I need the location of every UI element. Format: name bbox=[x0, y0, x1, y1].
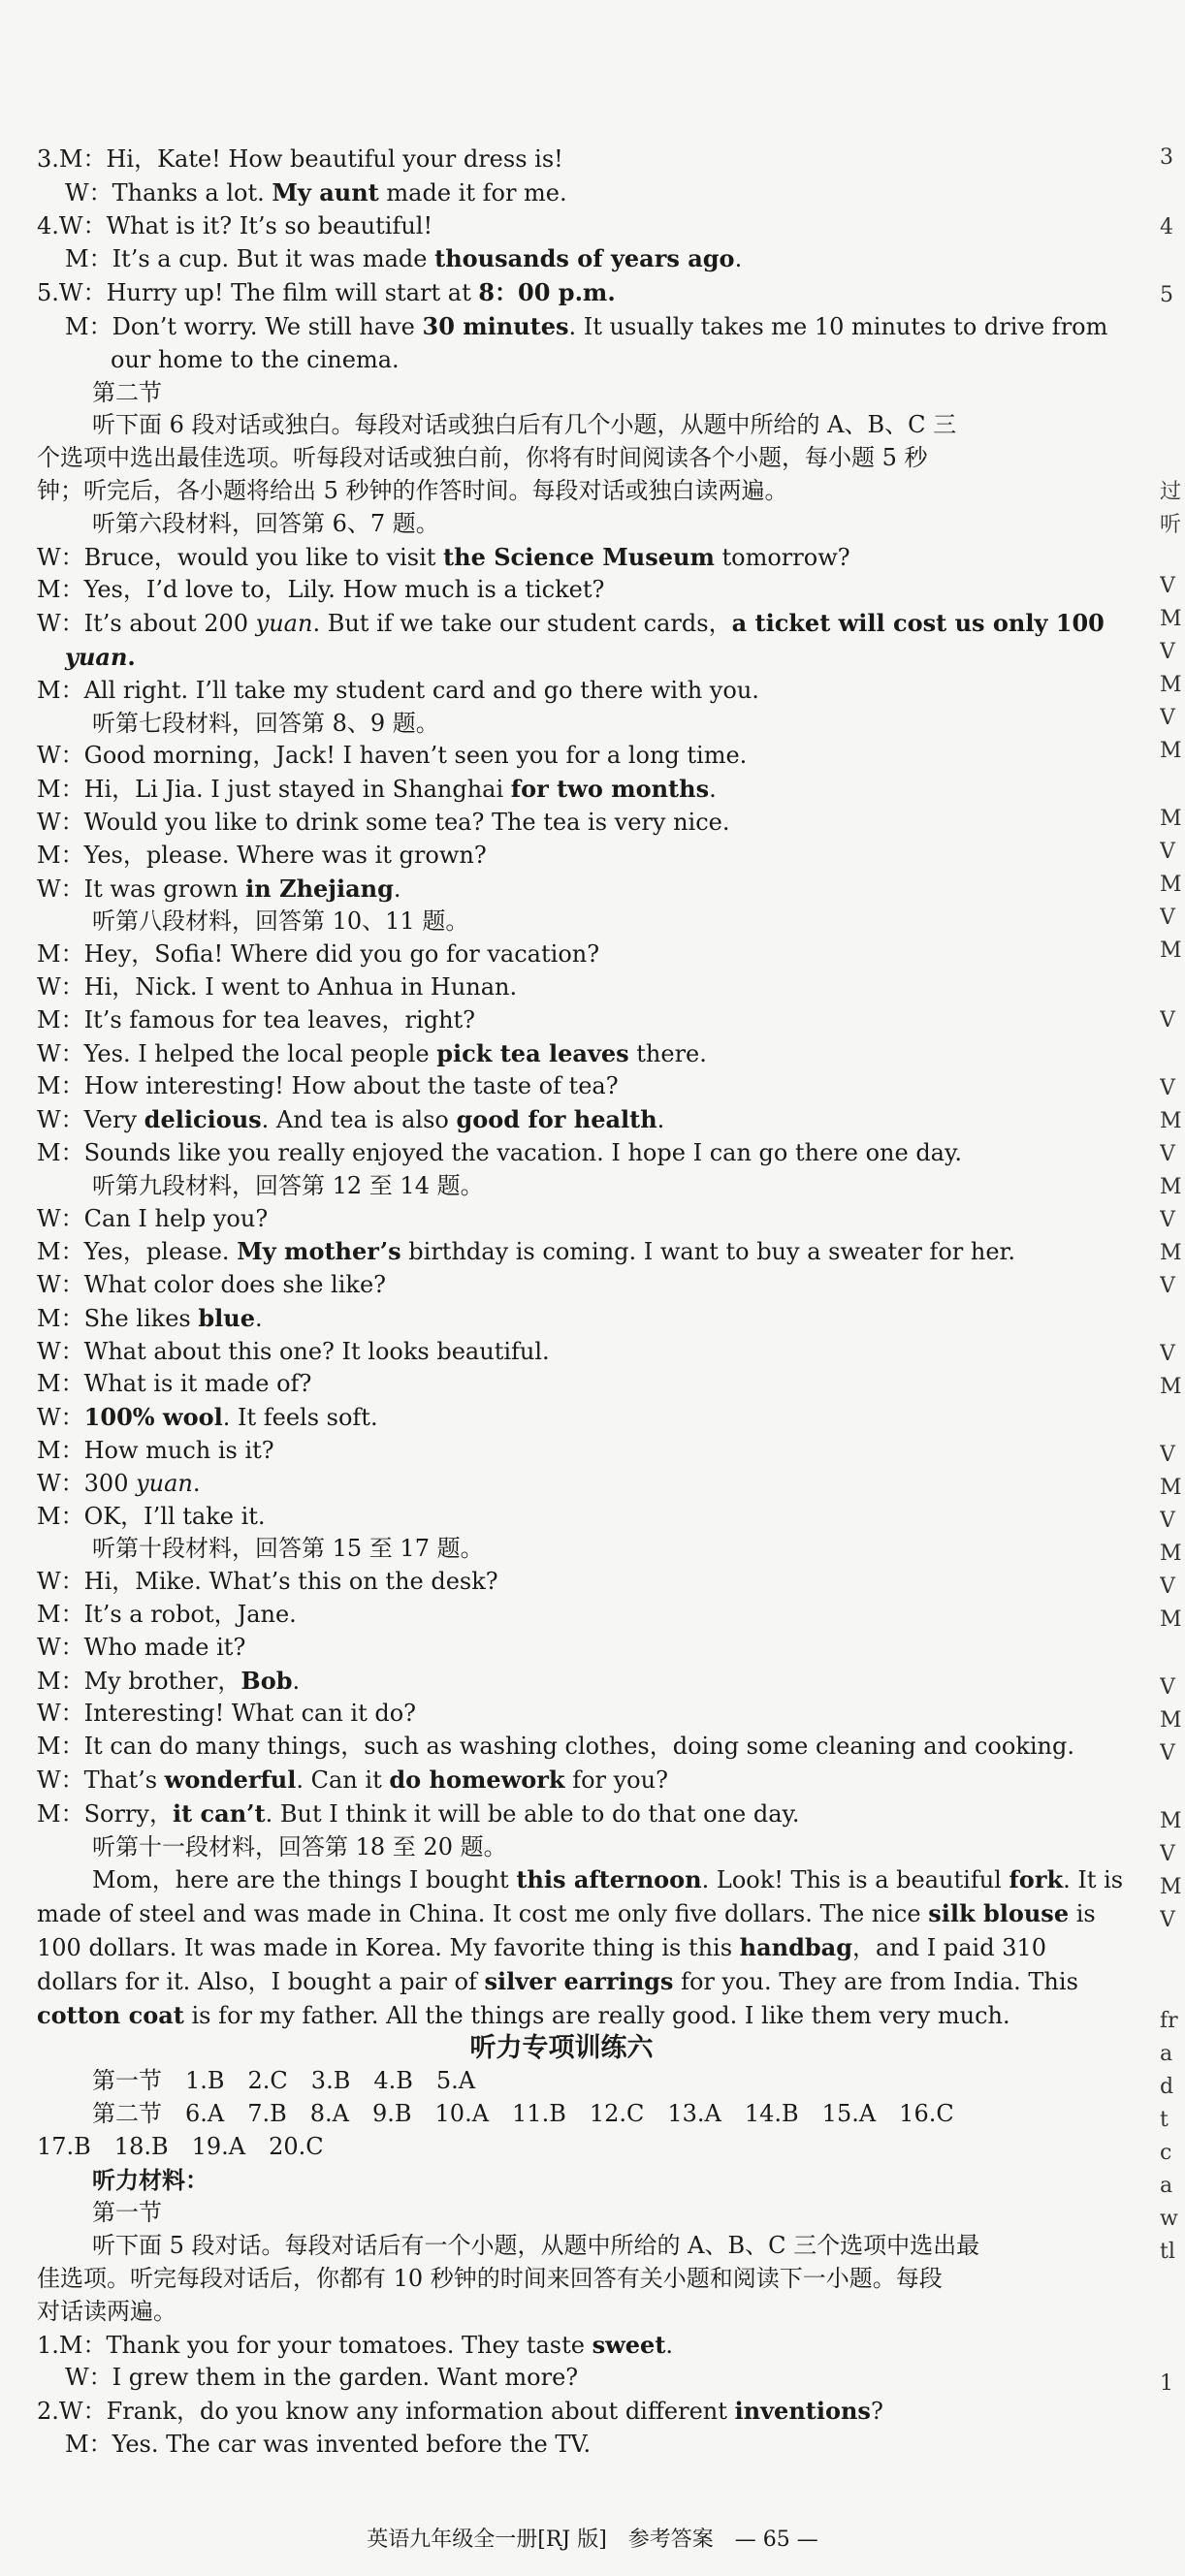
bold-answer-text: Bob bbox=[240, 1666, 293, 1695]
text-line bbox=[37, 2098, 1086, 2131]
text-segment: M：Yes，please. Where was it grown? bbox=[37, 841, 487, 869]
text-segment: M：My brother， bbox=[37, 1667, 241, 1695]
text-line bbox=[37, 1501, 1086, 1534]
text-line bbox=[37, 1070, 1086, 1103]
text-line bbox=[37, 740, 1086, 773]
text-segment: M：How interesting! How about the taste of tea? bbox=[37, 1072, 619, 1100]
bold-answer-text: in Zhejiang bbox=[245, 874, 394, 903]
text-line bbox=[37, 2296, 1086, 2329]
edge-fragment: V bbox=[1160, 640, 1175, 664]
text-line bbox=[37, 475, 1086, 508]
bold-answer-text: yuan bbox=[65, 642, 128, 671]
text-line bbox=[37, 971, 1086, 1004]
text-line bbox=[37, 1897, 1096, 1931]
text-line bbox=[37, 541, 1086, 575]
text-segment: for you? bbox=[564, 1766, 668, 1795]
text-segment: 听第六段材料，回答第 6、7 题。 bbox=[92, 509, 439, 537]
bold-answer-text: 8：00 p.m. bbox=[478, 278, 616, 307]
text-line bbox=[37, 1203, 1086, 1236]
text-segment: . It feels soft. bbox=[222, 1404, 378, 1432]
text-line bbox=[37, 1999, 1086, 2033]
text-segment: 听第九段材料，回答第 12 至 14 题。 bbox=[92, 1171, 484, 1199]
text-segment: . It is bbox=[1063, 1866, 1124, 1894]
text-segment: W：Can I help you? bbox=[37, 1204, 269, 1232]
text-line bbox=[37, 2362, 1086, 2395]
bold-answer-text: good for health bbox=[456, 1105, 657, 1134]
text-segment: W：Bruce，would you like to visit bbox=[37, 543, 444, 571]
text-line bbox=[37, 1831, 1086, 1864]
text-line bbox=[37, 773, 1086, 807]
text-line bbox=[37, 2164, 1086, 2198]
bold-answer-text: blue bbox=[198, 1303, 255, 1332]
text-segment: Mom，here are the things I bought bbox=[92, 1866, 517, 1894]
text-segment: . bbox=[665, 2331, 674, 2359]
edge-fragment: M bbox=[1160, 673, 1182, 697]
bold-answer-text: 100% wool bbox=[83, 1403, 223, 1432]
edge-fragment: V bbox=[1160, 574, 1175, 598]
text-segment: is for my father. All the things are really good. I like them very much. bbox=[183, 2001, 1010, 2029]
text-segment: W：Very bbox=[37, 1106, 144, 1134]
text-segment: . But if we take our student cards， bbox=[312, 610, 732, 638]
edge-fragment: 3 bbox=[1160, 145, 1173, 170]
edge-fragment: M bbox=[1160, 1476, 1182, 1500]
text-line bbox=[37, 1269, 1086, 1302]
text-line bbox=[37, 2230, 1086, 2263]
edge-fragment: M bbox=[1160, 739, 1182, 763]
text-segment: for you. They are from India. This bbox=[673, 1967, 1078, 1995]
bold-answer-text: it can’t bbox=[172, 1798, 266, 1828]
text-segment: W：Good morning，Jack! I haven’t seen you for a long time. bbox=[37, 742, 748, 770]
text-line bbox=[37, 1665, 1086, 1699]
text-line bbox=[37, 2329, 1086, 2363]
text-line bbox=[37, 176, 1086, 210]
text-line bbox=[37, 675, 1086, 708]
text-segment: M：She likes bbox=[37, 1304, 199, 1332]
text-line bbox=[37, 1302, 1086, 1336]
text-segment: M：What is it made of? bbox=[37, 1370, 312, 1398]
text-segment: . bbox=[254, 1304, 263, 1332]
bold-answer-text: thousands of years ago bbox=[434, 244, 735, 273]
adjacent-page-edge bbox=[1160, 0, 1185, 2576]
edge-fragment: d bbox=[1160, 2075, 1174, 2099]
edge-fragment: M bbox=[1160, 807, 1182, 831]
edge-fragment: M bbox=[1160, 873, 1182, 897]
text-segment: . But I think it will be able to do that one day. bbox=[265, 1799, 800, 1828]
text-segment: W：It’s about 200 bbox=[37, 610, 256, 638]
edge-fragment: M bbox=[1160, 1607, 1182, 1632]
edge-fragment: V bbox=[1160, 1574, 1175, 1599]
text-segment: M：All right. I’ll take my student card and go there with you. bbox=[37, 676, 759, 704]
edge-fragment: t bbox=[1160, 2108, 1169, 2132]
text-segment: M：OK，I’ll take it. bbox=[37, 1502, 266, 1530]
bold-answer-text: silver earrings bbox=[484, 1966, 674, 1995]
text-line bbox=[37, 1863, 1124, 1897]
page-footer: 英语九年级全一册[RJ 版] 参考答案 — 65 — bbox=[367, 2528, 818, 2552]
text-line bbox=[37, 1965, 1086, 1999]
edge-fragment: 听 bbox=[1160, 513, 1182, 537]
edge-fragment: V bbox=[1160, 1443, 1175, 1467]
bold-answer-text: this afternoon bbox=[516, 1865, 702, 1894]
bold-answer-text: My aunt bbox=[272, 177, 379, 207]
bold-answer-text: delicious bbox=[144, 1105, 262, 1134]
text-line bbox=[37, 276, 1086, 310]
text-segment: 1.M：Thank you for your tomatoes. They taste bbox=[37, 2331, 592, 2359]
edge-fragment: V bbox=[1160, 906, 1175, 930]
bold-answer-text: handbag bbox=[739, 1933, 853, 1962]
edge-fragment: 1 bbox=[1160, 2371, 1173, 2396]
text-segment: tomorrow? bbox=[714, 543, 850, 571]
text-line bbox=[37, 1468, 1086, 1501]
text-line bbox=[37, 1698, 1086, 1731]
text-segment: ? bbox=[870, 2398, 883, 2426]
text-segment: 4.W：What is it? It’s so beautiful! bbox=[37, 211, 433, 239]
text-segment: M：Yes. The car was invented before the TV. bbox=[65, 2430, 592, 2458]
edge-fragment: V bbox=[1160, 840, 1175, 864]
text-line bbox=[37, 344, 1086, 377]
bold-answer-text: silk blouse bbox=[928, 1899, 1070, 1928]
text-segment: W：I grew them in the garden. Want more? bbox=[65, 2364, 579, 2392]
text-segment: 17.B 18.B 19.A 20.C bbox=[37, 2132, 324, 2160]
text-line bbox=[37, 2429, 1086, 2462]
text-segment: W：It was grown bbox=[37, 875, 246, 903]
text-segment: 5.W：Hurry up! The film will start at bbox=[37, 279, 479, 307]
text-segment: 听第七段材料，回答第 8、9 题。 bbox=[92, 709, 439, 737]
text-line bbox=[37, 377, 1086, 410]
text-segment: M：It’s famous for tea leaves，right? bbox=[37, 1005, 476, 1034]
text-line bbox=[37, 2395, 1086, 2429]
text-line bbox=[37, 1599, 1086, 1632]
text-segment: 第一节 1.B 2.C 3.B 4.B 5.A bbox=[92, 2067, 476, 2095]
bold-answer-text: My mother’s bbox=[237, 1237, 401, 1266]
text-segment: 听下面 5 段对话。每段对话后有一个小题，从题中所给的 A、B、C 三个选项中选出最 bbox=[92, 2232, 980, 2260]
text-line bbox=[37, 1368, 1086, 1401]
text-segment: 3.M：Hi，Kate! How beautiful your dress is! bbox=[37, 145, 563, 173]
edge-fragment: M bbox=[1160, 1809, 1182, 1833]
text-segment: 对话读两遍。 bbox=[37, 2297, 176, 2325]
text-segment: 听力专项训练六 bbox=[469, 2033, 654, 2064]
edge-fragment: w bbox=[1160, 2207, 1178, 2231]
text-segment: . bbox=[657, 1106, 665, 1134]
text-segment: W：Yes. I helped the local people bbox=[37, 1039, 437, 1067]
text-segment: 第二节 6.A 7.B 8.A 9.B 10.A 11.B 12.C 13.A 14.B 15.A 16.C bbox=[92, 2100, 954, 2128]
bold-answer-text: 听力材料： bbox=[92, 2165, 208, 2194]
edge-fragment: M bbox=[1160, 1375, 1182, 1399]
text-segment: 佳选项。听完每段对话后，你都有 10 秒钟的时间来回答有关小题和阅读下一小题。每段 bbox=[37, 2265, 943, 2292]
edge-fragment: M bbox=[1160, 1542, 1182, 1566]
text-segment: 第一节 bbox=[92, 2199, 162, 2227]
text-segment: . It usually takes me 10 minutes to drive from bbox=[568, 312, 1108, 340]
edge-fragment: V bbox=[1160, 1908, 1175, 1932]
text-segment: made it for me. bbox=[378, 178, 567, 207]
bold-answer-text: for two months bbox=[510, 775, 710, 804]
text-segment: W：What about this one? It looks beautiful. bbox=[37, 1337, 550, 1365]
text-segment: W：What color does she like? bbox=[37, 1271, 387, 1299]
edge-fragment: V bbox=[1160, 1274, 1175, 1298]
edge-fragment: V bbox=[1160, 1675, 1175, 1700]
text-line bbox=[37, 143, 1086, 176]
text-segment: birthday is coming. I want to buy a sweater for her. bbox=[400, 1238, 1016, 1266]
text-segment: is bbox=[1069, 1900, 1096, 1928]
edge-fragment: V bbox=[1160, 1142, 1175, 1166]
text-segment: 2.W：Frank，do you know any information about different bbox=[37, 2398, 735, 2426]
text-segment: M：How much is it? bbox=[37, 1437, 274, 1465]
bold-answer-text: . bbox=[127, 642, 136, 671]
bold-answer-text: wonderful bbox=[164, 1765, 297, 1795]
edge-fragment: a bbox=[1160, 2174, 1173, 2198]
edge-fragment: a bbox=[1160, 2042, 1173, 2066]
text-segment: W： bbox=[37, 1404, 84, 1432]
edge-fragment: V bbox=[1160, 1208, 1175, 1232]
text-line bbox=[37, 2131, 1086, 2164]
text-line bbox=[37, 641, 1086, 675]
bold-answer-text: inventions bbox=[734, 2397, 871, 2426]
edge-fragment: c bbox=[1160, 2141, 1172, 2165]
text-segment: M：Don’t worry. We still have bbox=[65, 312, 423, 340]
answer-page bbox=[37, 143, 1124, 2462]
text-line bbox=[37, 2197, 1086, 2230]
text-segment: yuan bbox=[136, 1469, 193, 1497]
bold-answer-text: 30 minutes bbox=[422, 311, 569, 340]
text-segment: W：Hi，Mike. What’s this on the desk? bbox=[37, 1568, 498, 1596]
text-line bbox=[37, 1103, 1086, 1137]
edge-fragment: M bbox=[1160, 1241, 1182, 1265]
text-segment: 100 dollars. It was made in Korea. My favorite thing is this bbox=[37, 1934, 740, 1962]
text-segment: 听第十段材料，回答第 15 至 17 题。 bbox=[92, 1535, 484, 1563]
text-line bbox=[37, 1170, 1086, 1203]
section-title bbox=[37, 2032, 1086, 2065]
text-segment: there. bbox=[628, 1039, 707, 1067]
text-segment: . bbox=[393, 875, 401, 903]
bold-answer-text: pick tea leaves bbox=[436, 1038, 629, 1067]
edge-fragment: fr bbox=[1160, 2009, 1178, 2033]
text-line bbox=[37, 1931, 1086, 1965]
edge-fragment: V bbox=[1160, 1008, 1175, 1033]
edge-fragment: V bbox=[1160, 1342, 1175, 1366]
text-line bbox=[37, 442, 1086, 475]
edge-fragment: V bbox=[1160, 706, 1175, 730]
bold-answer-text: do homework bbox=[389, 1765, 565, 1795]
text-line bbox=[37, 1137, 1086, 1170]
text-line bbox=[37, 1235, 1086, 1269]
bold-answer-text: sweet bbox=[592, 2330, 666, 2359]
text-line bbox=[37, 873, 1086, 906]
text-segment: W：Who made it? bbox=[37, 1633, 246, 1661]
text-line bbox=[37, 938, 1086, 971]
text-line bbox=[37, 508, 1086, 541]
text-line bbox=[37, 807, 1086, 840]
text-segment: yuan bbox=[255, 610, 313, 638]
edge-fragment: 过 bbox=[1160, 480, 1182, 504]
text-line bbox=[37, 1037, 1086, 1071]
edge-fragment: M bbox=[1160, 1109, 1182, 1133]
text-segment: M：Hi，Li Jia. I just stayed in Shanghai bbox=[37, 776, 511, 804]
text-segment: M：It’s a cup. But it was made bbox=[65, 245, 435, 273]
edge-fragment: 4 bbox=[1160, 215, 1173, 239]
edge-fragment: 5 bbox=[1160, 283, 1173, 307]
text-segment: our home to the cinema. bbox=[111, 345, 400, 373]
text-line bbox=[37, 1336, 1086, 1369]
text-line bbox=[37, 1731, 1086, 1764]
text-line bbox=[37, 1533, 1086, 1566]
edge-fragment: M bbox=[1160, 607, 1182, 631]
text-segment: M：It can do many things，such as washing clothes，doing some cleaning and cooking. bbox=[37, 1733, 1074, 1761]
text-segment: . bbox=[192, 1469, 201, 1497]
text-segment: . And tea is also bbox=[261, 1106, 457, 1134]
edge-fragment: M bbox=[1160, 1708, 1182, 1733]
text-line bbox=[37, 242, 1086, 276]
text-line bbox=[37, 840, 1086, 873]
edge-fragment: M bbox=[1160, 938, 1182, 963]
text-line bbox=[37, 1797, 1086, 1831]
bold-answer-text: cotton coat bbox=[37, 2000, 184, 2029]
edge-fragment: V bbox=[1160, 1076, 1175, 1100]
edge-fragment: M bbox=[1160, 1175, 1182, 1199]
text-line bbox=[37, 607, 1105, 641]
text-line bbox=[37, 1004, 1086, 1037]
text-line bbox=[37, 2065, 1086, 2098]
text-line bbox=[37, 210, 1086, 243]
text-segment: 听第十一段材料，回答第 18 至 20 题。 bbox=[92, 1832, 507, 1860]
text-line bbox=[37, 1401, 1086, 1435]
text-segment: W：Would you like to drink some tea? The tea is very nice. bbox=[37, 808, 730, 836]
text-line bbox=[37, 906, 1086, 938]
text-line bbox=[37, 1764, 1086, 1797]
text-segment: M：Yes，I’d love to，Lily. How much is a ticket? bbox=[37, 576, 605, 604]
text-segment: . bbox=[709, 776, 717, 804]
text-line bbox=[37, 310, 1108, 344]
text-segment: M：Sounds like you really enjoyed the vacation. I hope I can go there one day. bbox=[37, 1138, 962, 1166]
text-segment: W：300 bbox=[37, 1469, 137, 1497]
bold-answer-text: a ticket will cost us only 100 bbox=[731, 609, 1105, 638]
text-line bbox=[37, 409, 1086, 442]
edge-fragment: tl bbox=[1160, 2240, 1175, 2264]
edge-fragment: V bbox=[1160, 1741, 1175, 1765]
text-segment: M：Sorry， bbox=[37, 1799, 173, 1828]
text-segment: 听第八段材料，回答第 10、11 题。 bbox=[92, 907, 469, 936]
bold-answer-text: the Science Museum bbox=[443, 542, 715, 571]
text-segment: 钟；听完后，各小题将给出 5 秒钟的作答时间。每段对话或独白读两遍。 bbox=[37, 476, 788, 504]
text-segment: M：It’s a robot，Jane. bbox=[37, 1601, 297, 1629]
text-segment: . Look! This is a beautiful bbox=[701, 1866, 1009, 1894]
edge-fragment: V bbox=[1160, 1509, 1175, 1533]
text-segment: . bbox=[292, 1667, 301, 1695]
text-segment: W：Hi，Nick. I went to Anhua in Hunan. bbox=[37, 972, 518, 1001]
text-line bbox=[37, 1435, 1086, 1468]
text-line bbox=[37, 1566, 1086, 1599]
text-segment: M：Hey，Sofia! Where did you go for vacation? bbox=[37, 940, 600, 969]
text-segment: ，and I paid 310 bbox=[852, 1934, 1047, 1962]
text-segment: M：Yes，please. bbox=[37, 1238, 238, 1266]
text-segment: dollars for it. Also，I bought a pair of bbox=[37, 1967, 485, 1995]
text-segment: 个选项中选出最佳选项。听每段对话或独白前，你将有时间阅读各个小题，每小题 5 秒 bbox=[37, 444, 928, 472]
text-segment: W：Thanks a lot. bbox=[65, 178, 272, 207]
text-line bbox=[37, 708, 1086, 741]
text-segment: W：That’s bbox=[37, 1766, 165, 1795]
text-line bbox=[37, 1632, 1086, 1665]
text-segment: W：Interesting! What can it do? bbox=[37, 1700, 417, 1728]
text-line bbox=[37, 2263, 1086, 2296]
edge-fragment: M bbox=[1160, 1875, 1182, 1899]
edge-fragment: V bbox=[1160, 1842, 1175, 1866]
text-segment: . bbox=[734, 245, 743, 273]
text-segment: . Can it bbox=[296, 1766, 390, 1795]
text-segment: 听下面 6 段对话或独白。每段对话或独白后有几个小题，从题中所给的 A、B、C 三 bbox=[92, 411, 957, 439]
text-segment: made of steel and was made in China. It cost me only five dollars. The nice bbox=[37, 1900, 929, 1928]
text-segment: 第二节 bbox=[92, 378, 162, 406]
bold-answer-text: fork bbox=[1009, 1865, 1064, 1894]
text-line bbox=[37, 574, 1086, 607]
